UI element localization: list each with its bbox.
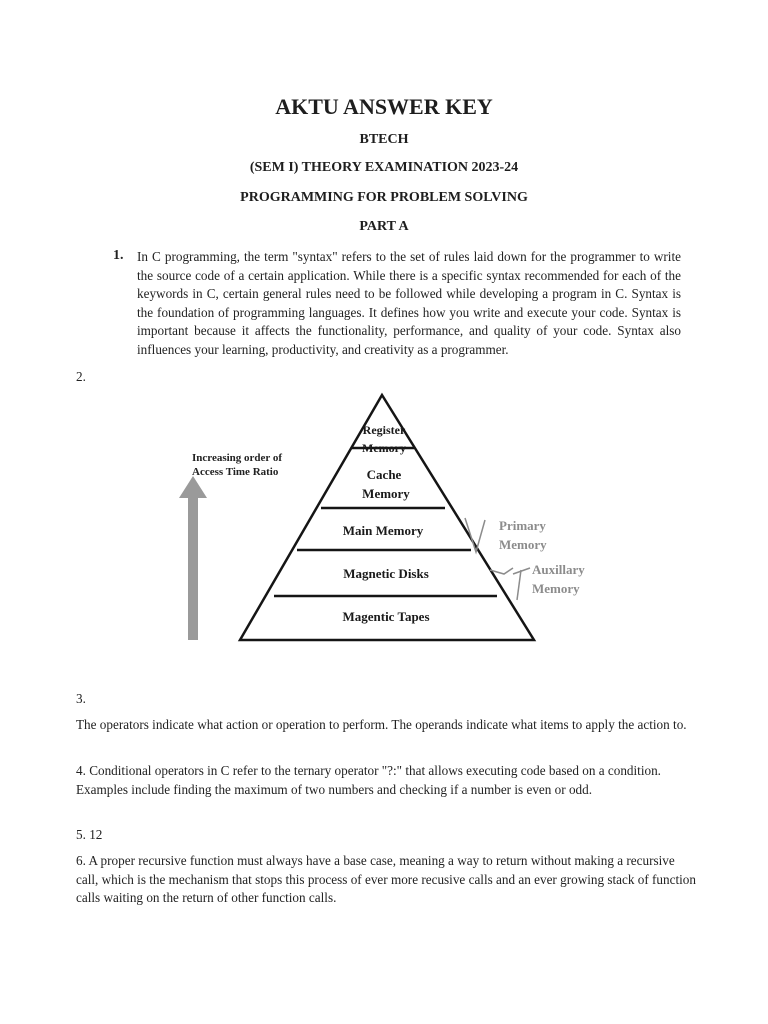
- cache-memory-label-line1: Cache: [366, 467, 402, 482]
- primary-memory-label-line2: Memory: [499, 537, 547, 552]
- register-memory-label-line2: Memory: [362, 441, 406, 455]
- access-time-arrow-head: [179, 476, 207, 498]
- memory-hierarchy-diagram: [176, 392, 616, 648]
- register-memory-label-line1: Register: [362, 423, 406, 437]
- auxiliary-memory-bracket: [517, 570, 521, 600]
- answer-4-text: 4. Conditional operators in C refer to the ternary operator "?:" that allows executing code based on a condition. Examples include finding the maximum of two numbers and checking if a number is even or odd.: [76, 763, 661, 797]
- subject-heading: PROGRAMMING FOR PROBLEM SOLVING: [240, 190, 528, 205]
- answer-5-text: 5. 12: [76, 827, 103, 842]
- auxiliary-memory-label-line1: Auxillary: [532, 562, 585, 577]
- main-memory-label: Main Memory: [342, 523, 424, 538]
- answer-1-text: In C programming, the term "syntax" refers to the set of rules laid down for the programmer to write the source code of a certain application. While there is a specific syntax recommended for each of the keywords in C, certain general rules need to be followed while developing a program in C. Syntax is the foundation of programming languages. It defines how you write and execute your code. Syntax is important because it affects the functionality, performance, and quality of your code. Syntax also influences your learning, productivity, and creativity as a programmer.: [137, 249, 681, 357]
- answer-3-number: 3.: [76, 691, 86, 706]
- answer-3-text: The operators indicate what action or operation to perform. The operands indicate what items to apply the action to.: [76, 717, 687, 732]
- auxiliary-memory-label-line2: Memory: [532, 581, 580, 596]
- magnetic-tapes-label: Magentic Tapes: [342, 609, 430, 624]
- document-title: AKTU ANSWER KEY: [275, 94, 493, 119]
- access-time-arrow-shaft: [188, 496, 198, 640]
- program-heading: BTECH: [359, 132, 409, 147]
- part-heading: PART A: [359, 219, 409, 234]
- cache-memory-label-line2: Memory: [362, 486, 410, 501]
- arrow-label-line1: Increasing order of: [192, 452, 283, 464]
- answer-1-number: 1.: [113, 248, 124, 263]
- answer-6-text: 6. A proper recursive function must always have a base case, meaning a way to return without making a recursive call, which is the mechanism that stops this process of ever more recusive calls and an ever growing stack of function calls waiting on the return of other function calls.: [76, 853, 696, 906]
- arrow-label-line2: Access Time Ratio: [192, 466, 279, 478]
- primary-memory-label-line1: Primary: [499, 518, 546, 533]
- answer-2-number: 2.: [76, 369, 86, 384]
- magnetic-disks-label: Magnetic Disks: [343, 566, 429, 581]
- exam-heading: (SEM I) THEORY EXAMINATION 2023-24: [249, 160, 519, 175]
